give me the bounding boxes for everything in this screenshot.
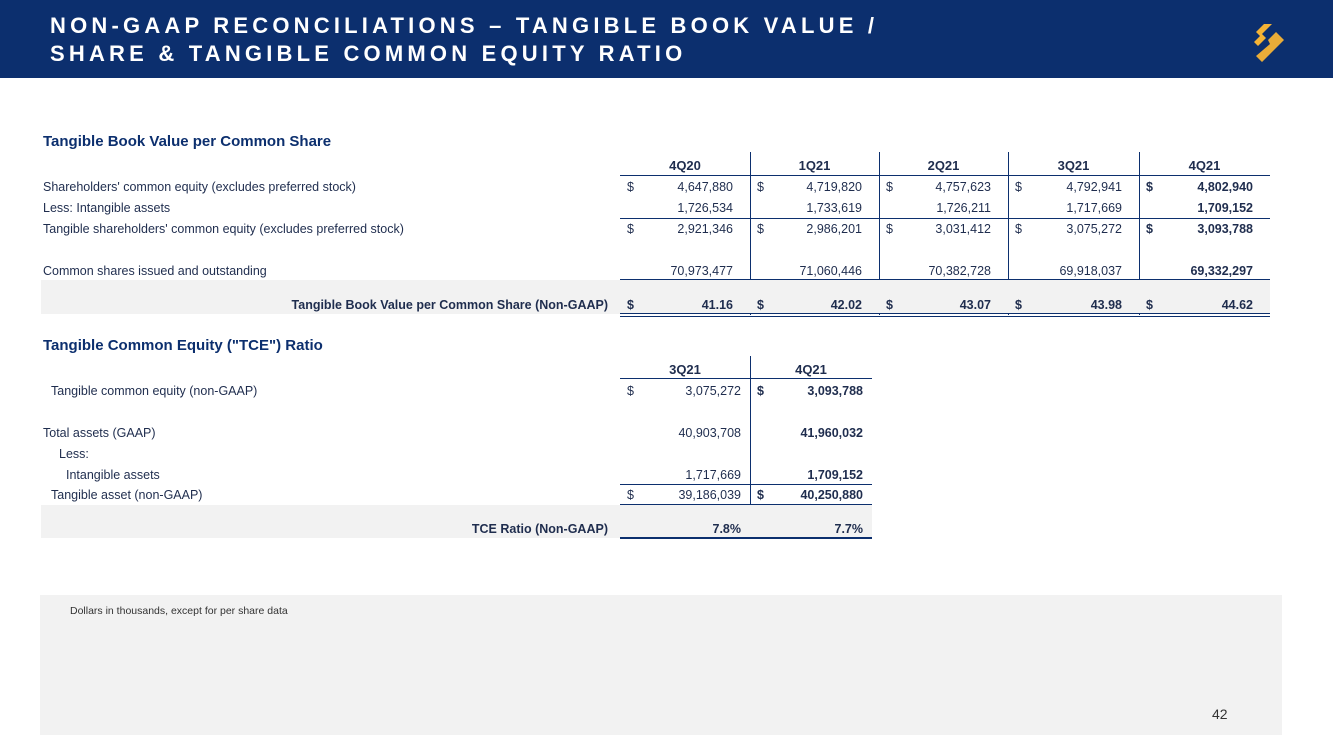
dollar-sign: $	[1015, 298, 1022, 312]
dollar-sign: $	[757, 298, 764, 312]
dollar-sign: $	[1015, 180, 1022, 194]
table-cell: 3,093,788	[1197, 222, 1253, 236]
double-underline	[620, 316, 1270, 317]
tce-section-title: Tangible Common Equity ("TCE") Ratio	[43, 337, 323, 354]
table-cell: 69,332,297	[1190, 264, 1253, 278]
table-cell: 1,726,534	[677, 201, 733, 215]
table-cell: 71,060,446	[799, 264, 862, 278]
table-cell: 1,726,211	[936, 201, 991, 215]
table-cell: 3,075,272	[685, 384, 741, 398]
result-cell: 42.02	[830, 298, 862, 312]
dollar-sign: $	[757, 180, 764, 194]
result-cell: 41.16	[701, 298, 733, 312]
row-label: Intangible assets	[66, 468, 160, 482]
row-label: Tangible common equity (non-GAAP)	[51, 384, 258, 398]
table-cell: 40,250,880	[800, 488, 863, 502]
result-cell: 43.07	[959, 298, 991, 312]
dollar-sign: $	[627, 488, 634, 502]
column-header: 1Q21	[798, 158, 831, 173]
table-cell: 4,757,623	[935, 180, 991, 194]
table-cell: 70,973,477	[670, 264, 733, 278]
table-cell: 41,960,032	[800, 426, 863, 440]
column-header: 3Q21	[1057, 158, 1090, 173]
table-cell: 4,792,941	[1066, 180, 1122, 194]
table-cell: 4,647,880	[677, 180, 733, 194]
column-header: 4Q20	[669, 158, 701, 173]
row-label: Tangible asset (non-GAAP)	[51, 488, 203, 502]
row-label: Less: Intangible assets	[43, 201, 171, 215]
row-label: Tangible shareholders' common equity (excludes preferred stock)	[43, 222, 404, 236]
row-label: Shareholders' common equity (excludes preferred stock)	[43, 180, 356, 194]
row-label: Less:	[59, 447, 89, 461]
dollar-sign: $	[627, 180, 634, 194]
result-label: Tangible Book Value per Common Share (Non-GAAP)	[291, 298, 608, 312]
dollar-sign: $	[627, 222, 634, 236]
divider	[620, 175, 1270, 176]
dollar-sign: $	[886, 180, 893, 194]
result-cell: 44.62	[1221, 298, 1253, 312]
double-underline	[620, 313, 1270, 314]
row-label: Total assets (GAAP)	[43, 426, 156, 440]
tbv-section-title: Tangible Book Value per Common Share	[43, 133, 332, 150]
stylized-s-logo-icon	[1254, 22, 1286, 62]
table-cell: 69,918,037	[1059, 264, 1122, 278]
divider	[620, 378, 872, 379]
table-cell: 3,093,788	[807, 384, 863, 398]
column-header: 4Q21	[1188, 158, 1221, 173]
dollar-sign: $	[627, 384, 634, 398]
table-cell: 1,717,669	[1066, 201, 1122, 215]
divider	[620, 218, 1270, 219]
table-cell: 39,186,039	[678, 488, 741, 502]
table-cell: 2,986,201	[806, 222, 862, 236]
column-header: 3Q21	[669, 362, 701, 377]
table-cell: 40,903,708	[678, 426, 741, 440]
page-number: 42	[1212, 706, 1228, 722]
table-cell: 1,709,152	[1197, 201, 1253, 215]
result-cell: 43.98	[1090, 298, 1122, 312]
title-line-2: SHARE & TANGIBLE COMMON EQUITY RATIO	[50, 41, 687, 66]
dollar-sign: $	[627, 298, 634, 312]
double-underline	[620, 537, 872, 539]
table-cell: 4,719,820	[806, 180, 862, 194]
table-cell: 2,921,346	[677, 222, 733, 236]
table-cell: 3,031,412	[935, 222, 991, 236]
page-title	[50, 12, 878, 68]
result-cell: 7.7%	[834, 522, 863, 536]
table-cell: 1,733,619	[806, 201, 862, 215]
column-header: 2Q21	[927, 158, 960, 173]
dollar-sign: $	[1146, 222, 1153, 236]
title-line-1: NON-GAAP RECONCILIATIONS – TANGIBLE BOOK VALUE /	[50, 13, 879, 38]
table-cell: 1,709,152	[807, 468, 863, 482]
dollar-sign: $	[757, 488, 764, 502]
dollar-sign: $	[757, 222, 764, 236]
table-cell: 70,382,728	[928, 264, 991, 278]
row-label: Common shares issued and outstanding	[43, 264, 267, 278]
divider	[620, 484, 872, 485]
dollar-sign: $	[757, 384, 764, 398]
dollar-sign: $	[1146, 180, 1153, 194]
result-label: TCE Ratio (Non-GAAP)	[471, 522, 608, 536]
table-cell: 4,802,940	[1197, 180, 1253, 194]
table-cell: 3,075,272	[1066, 222, 1122, 236]
dollar-sign: $	[1146, 298, 1153, 312]
header-bar	[0, 0, 1333, 78]
column-header: 4Q21	[795, 362, 827, 377]
table-cell: 1,717,669	[685, 468, 741, 482]
dollar-sign: $	[1015, 222, 1022, 236]
dollar-sign: $	[886, 298, 893, 312]
result-cell: 7.8%	[712, 522, 741, 536]
dollar-sign: $	[886, 222, 893, 236]
footnote: Dollars in thousands, except for per share data	[70, 605, 288, 617]
